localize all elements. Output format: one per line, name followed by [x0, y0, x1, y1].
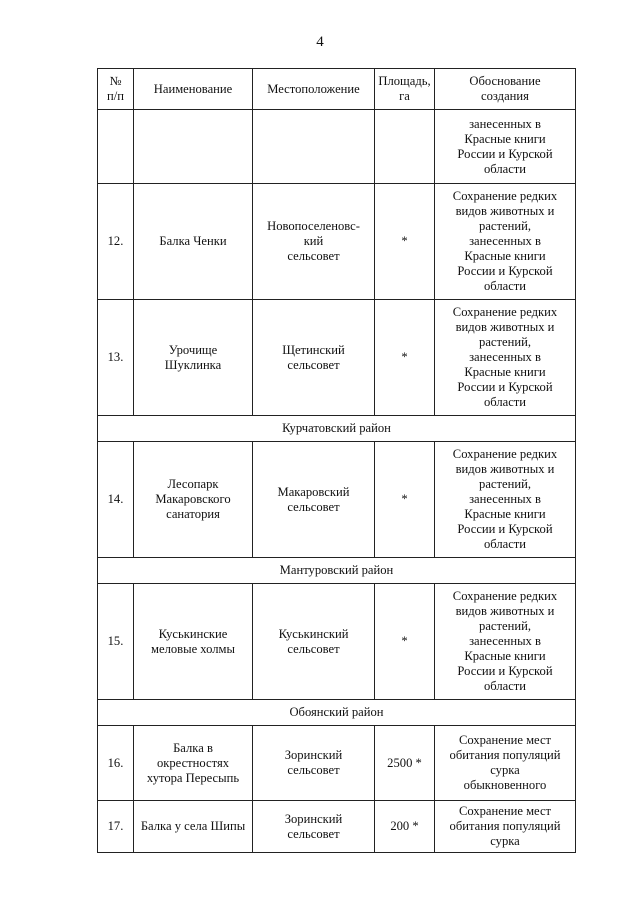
cell-area: * — [375, 442, 435, 558]
cell-basis: Сохранение редких видов животных и растений, занесенных в Красные книги России и Курской области — [435, 184, 576, 300]
cell-num: 12. — [98, 184, 134, 300]
table-row — [98, 184, 576, 300]
cell-num: 16. — [98, 726, 134, 801]
header-location: Местоположение — [253, 69, 375, 110]
cell-num: 15. — [98, 584, 134, 700]
cell-area: * — [375, 584, 435, 700]
page-number: 4 — [316, 34, 324, 50]
cell-num: 13. — [98, 300, 134, 416]
table-row — [98, 442, 576, 558]
table-row — [98, 726, 576, 801]
cell-name: Балка в окрестностях хутора Пересыпь — [134, 726, 253, 801]
cell-num: 17. — [98, 801, 134, 853]
district-row — [98, 558, 576, 584]
cell-area: * — [375, 300, 435, 416]
header-basis: Обоснование создания — [435, 69, 576, 110]
cell-basis: Сохранение редких видов животных и растений, занесенных в Красные книги России и Курской области — [435, 442, 576, 558]
district-label: Мантуровский район — [98, 558, 576, 584]
table-row — [98, 801, 576, 853]
cell-basis: Сохранение мест обитания популяций сурка обыкновенного — [435, 726, 576, 801]
cell-location: Макаровский сельсовет — [253, 442, 375, 558]
district-row — [98, 416, 576, 442]
table-row — [98, 584, 576, 700]
cell-location: Зоринский сельсовет — [253, 801, 375, 853]
cell-basis: Сохранение редких видов животных и растений, занесенных в Красные книги России и Курской области — [435, 584, 576, 700]
cell-area: 200 * — [375, 801, 435, 853]
cell-num: 14. — [98, 442, 134, 558]
header-name: Наименование — [134, 69, 253, 110]
district-row — [98, 700, 576, 726]
cell-location: Новопоселеновс- кий сельсовет — [253, 184, 375, 300]
cell-area: * — [375, 184, 435, 300]
table-header-row — [98, 69, 576, 110]
table-row — [98, 300, 576, 416]
cell-area: 2500 * — [375, 726, 435, 801]
header-area: Площадь, га — [375, 69, 435, 110]
district-label: Обоянский район — [98, 700, 576, 726]
cell-location — [253, 110, 375, 184]
cell-name: Балка у села Шипы — [134, 801, 253, 853]
cell-name: Балка Ченки — [134, 184, 253, 300]
header-num: № п/п — [98, 69, 134, 110]
cell-name: Куськинские меловые холмы — [134, 584, 253, 700]
cell-name — [134, 110, 253, 184]
cell-location: Зоринский сельсовет — [253, 726, 375, 801]
reserves-table — [97, 68, 576, 853]
table-row-continued — [98, 110, 576, 184]
cell-location: Куськинский сельсовет — [253, 584, 375, 700]
cell-name: Лесопарк Макаровского санатория — [134, 442, 253, 558]
cell-area — [375, 110, 435, 184]
cell-basis: Сохранение редких видов животных и растений, занесенных в Красные книги России и Курской области — [435, 300, 576, 416]
cell-basis: занесенных в Красные книги России и Курской области — [435, 110, 576, 184]
district-label: Курчатовский район — [98, 416, 576, 442]
cell-basis: Сохранение мест обитания популяций сурка — [435, 801, 576, 853]
cell-num — [98, 110, 134, 184]
cell-name: Урочище Шуклинка — [134, 300, 253, 416]
cell-location: Щетинский сельсовет — [253, 300, 375, 416]
